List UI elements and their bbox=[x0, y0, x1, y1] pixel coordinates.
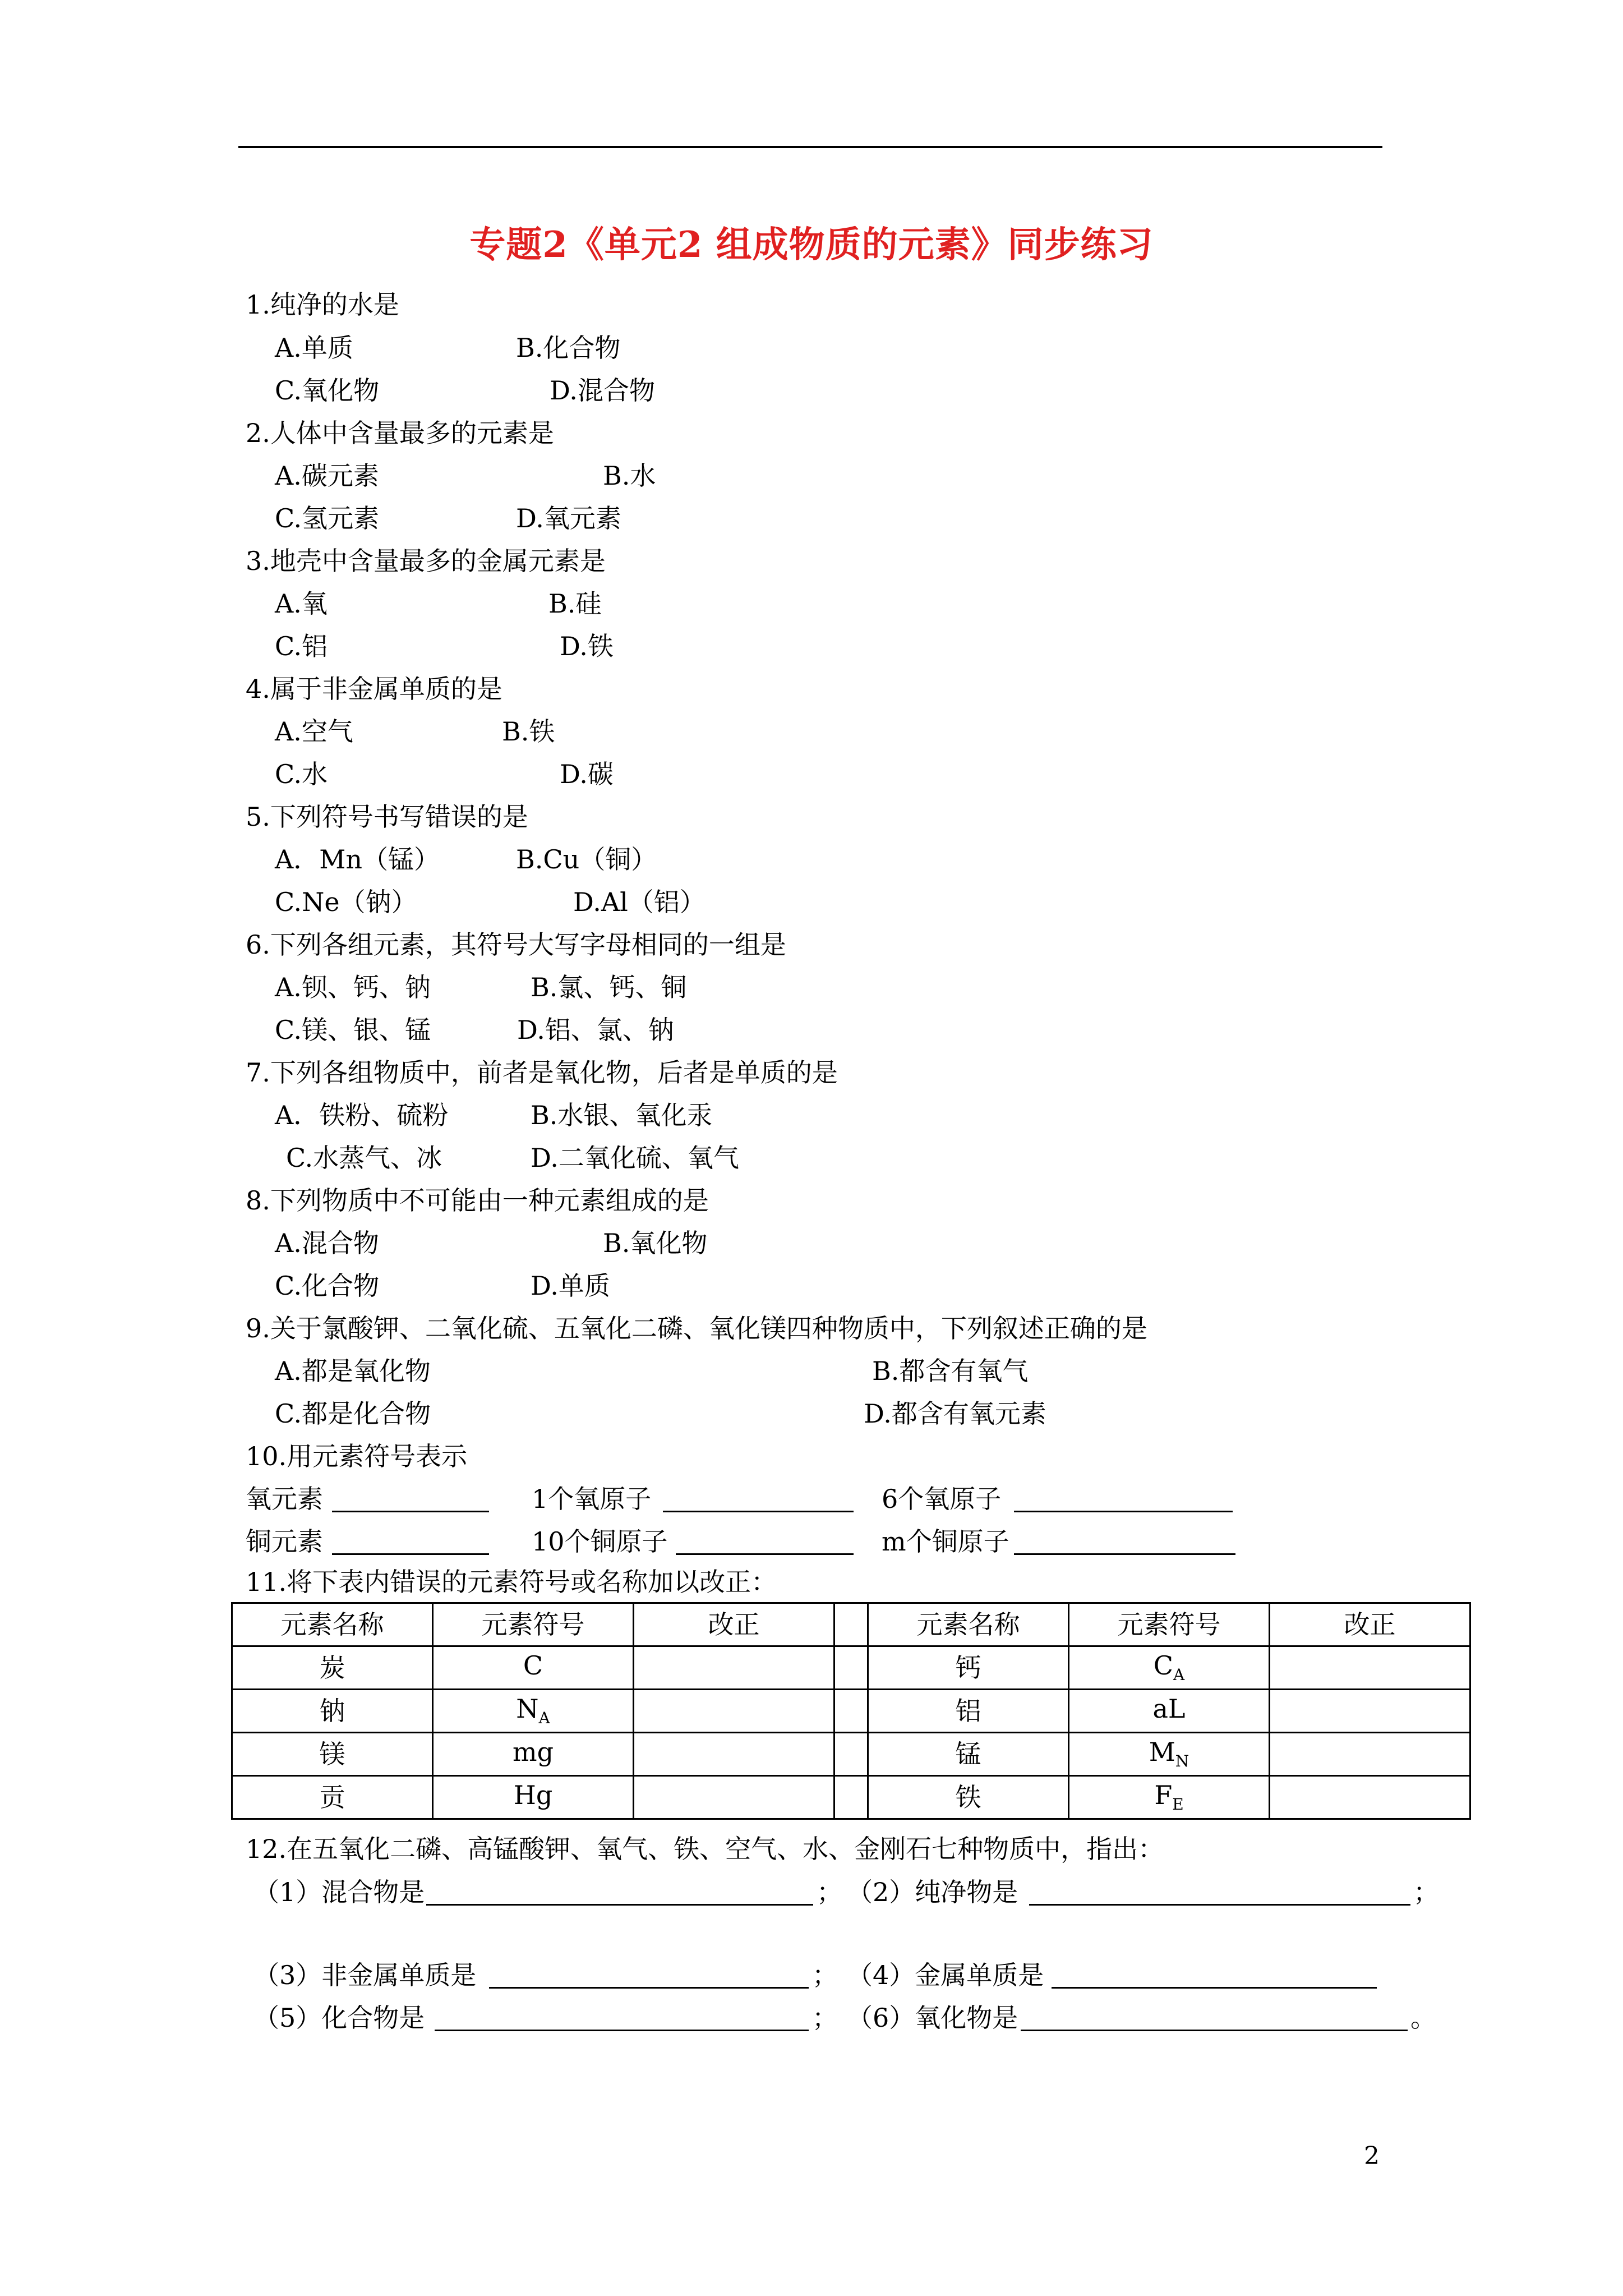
q12-nonmetal-element-label: （3）非金属单质是 bbox=[253, 1960, 477, 1990]
question-10-stem: 10.用元素符号表示 bbox=[246, 1441, 468, 1471]
q10-ten-copper-atoms-label: 10个铜原子 bbox=[532, 1526, 668, 1557]
question-5-option-b: B.Cu（铜） bbox=[516, 844, 657, 875]
element-name-cell: 炭 bbox=[232, 1646, 433, 1690]
q12-pure-substance-blank[interactable] bbox=[1029, 1878, 1410, 1906]
question-7-option-d: D.二氧化硫、氧气 bbox=[531, 1143, 739, 1173]
q12-compound-label: （5）化合物是 bbox=[253, 2003, 425, 2033]
question-1-option-a: A.单质 bbox=[275, 333, 353, 363]
correction-cell[interactable] bbox=[1270, 1776, 1470, 1819]
correction-cell[interactable] bbox=[634, 1733, 834, 1776]
q12-oxide-blank[interactable] bbox=[1021, 2004, 1408, 2031]
table-spacer bbox=[834, 1690, 868, 1733]
table-header-row bbox=[232, 1603, 1470, 1646]
question-5-option-c: C.Ne（钠） bbox=[275, 887, 417, 917]
q10-one-oxygen-atom-blank[interactable] bbox=[663, 1485, 854, 1512]
q12-oxide-label: （6）氧化物是 bbox=[847, 2003, 1018, 2033]
question-11-stem: 11.将下表内错误的元素符号或名称加以改正： bbox=[246, 1567, 777, 1597]
q10-copper-element-blank[interactable] bbox=[332, 1527, 489, 1555]
question-5-option-a: A．Mn（锰） bbox=[275, 844, 440, 875]
q12-period: 。 bbox=[1410, 2003, 1436, 2033]
header-element-name: 元素名称 bbox=[868, 1603, 1069, 1646]
element-symbol-cell: C bbox=[433, 1646, 634, 1690]
header-element-name: 元素名称 bbox=[232, 1603, 433, 1646]
question-1-option-b: B.化合物 bbox=[516, 333, 621, 363]
q10-six-oxygen-atoms-label: 6个氧原子 bbox=[882, 1484, 1002, 1514]
question-6-option-c: C.镁、银、锰 bbox=[275, 1015, 431, 1045]
q12-metal-element-blank[interactable] bbox=[1052, 1961, 1377, 1989]
question-6-option-a: A.钡、钙、钠 bbox=[275, 972, 431, 1002]
question-4-stem: 4.属于非金属单质的是 bbox=[246, 674, 502, 704]
element-symbol-cell: mg bbox=[433, 1733, 634, 1776]
question-6-stem: 6.下列各组元素，其符号大写字母相同的一组是 bbox=[246, 930, 786, 960]
question-2-option-a: A.碳元素 bbox=[275, 461, 379, 491]
question-9-option-b: B.都含有氧气 bbox=[872, 1356, 1029, 1386]
question-8-option-c: C.化合物 bbox=[275, 1271, 380, 1301]
header-correction: 改正 bbox=[1270, 1603, 1470, 1646]
question-4-option-a: A.空气 bbox=[275, 716, 353, 747]
table-spacer bbox=[834, 1776, 868, 1819]
element-name-cell: 铝 bbox=[868, 1690, 1069, 1733]
table-row bbox=[232, 1646, 1470, 1690]
table-spacer bbox=[834, 1733, 868, 1776]
element-correction-table bbox=[231, 1602, 1471, 1820]
element-symbol-cell: $C_A$ bbox=[1069, 1646, 1270, 1690]
page-title: 专题2《单元2 组成物质的元素》同步练习 bbox=[469, 224, 1154, 266]
q12-mixture-label: （1）混合物是 bbox=[253, 1877, 425, 1907]
question-3-option-c: C.铝 bbox=[275, 631, 328, 661]
question-1-option-d: D.混合物 bbox=[550, 375, 655, 406]
q10-ten-copper-atoms-blank[interactable] bbox=[676, 1527, 854, 1555]
q10-oxygen-element-label: 氧元素 bbox=[246, 1484, 323, 1514]
question-2-option-c: C.氢元素 bbox=[275, 503, 380, 533]
question-7-stem: 7.下列各组物质中，前者是氧化物，后者是单质的是 bbox=[246, 1057, 838, 1088]
question-2-option-d: D.氧元素 bbox=[516, 503, 621, 533]
question-2-stem: 2.人体中含量最多的元素是 bbox=[246, 418, 554, 448]
q12-pure-substance-label: （2）纯净物是 bbox=[847, 1877, 1018, 1907]
element-name-cell: 锰 bbox=[868, 1733, 1069, 1776]
question-1-stem: 1.纯净的水是 bbox=[246, 289, 399, 320]
q10-oxygen-element-blank[interactable] bbox=[332, 1485, 489, 1512]
question-3-option-b: B.硅 bbox=[548, 588, 602, 619]
question-8-option-b: B.氧化物 bbox=[603, 1228, 708, 1258]
q12-metal-element-label: （4）金属单质是 bbox=[847, 1960, 1044, 1990]
question-1-option-c: C.氧化物 bbox=[275, 375, 380, 406]
question-9-option-a: A.都是氧化物 bbox=[275, 1356, 431, 1386]
q10-m-copper-atoms-label: m个铜原子 bbox=[882, 1526, 1009, 1557]
element-symbol-cell: $N_A$ bbox=[433, 1690, 634, 1733]
question-6-option-d: D.铝、氯、钠 bbox=[517, 1015, 674, 1045]
element-symbol-cell: $F_E$ bbox=[1069, 1776, 1270, 1819]
correction-cell[interactable] bbox=[1270, 1733, 1470, 1776]
question-4-option-c: C.水 bbox=[275, 759, 328, 789]
question-3-stem: 3.地壳中含量最多的金属元素是 bbox=[246, 546, 606, 576]
question-7-option-c: C.水蒸气、冰 bbox=[286, 1143, 442, 1173]
q12-mixture-blank[interactable] bbox=[426, 1878, 813, 1906]
correction-cell[interactable] bbox=[634, 1776, 834, 1819]
element-name-cell: 贡 bbox=[232, 1776, 433, 1819]
question-9-stem: 9.关于氯酸钾、二氧化硫、五氧化二磷、氧化镁四种物质中，下列叙述正确的是 bbox=[246, 1313, 1147, 1343]
header-element-symbol: 元素符号 bbox=[433, 1603, 634, 1646]
table-spacer bbox=[834, 1603, 868, 1646]
question-5-option-d: D.Al（铝） bbox=[573, 887, 706, 917]
q12-semicolon: ； bbox=[817, 1877, 842, 1907]
element-symbol-cell: $M_N$ bbox=[1069, 1733, 1270, 1776]
element-name-cell: 镁 bbox=[232, 1733, 433, 1776]
question-6-option-b: B.氯、钙、铜 bbox=[531, 972, 687, 1002]
element-name-cell: 铁 bbox=[868, 1776, 1069, 1819]
header-rule bbox=[238, 146, 1382, 148]
q10-one-oxygen-atom-label: 1个氧原子 bbox=[532, 1484, 652, 1514]
q12-nonmetal-element-blank[interactable] bbox=[489, 1961, 809, 1989]
q12-semicolon: ； bbox=[1413, 1877, 1439, 1907]
q12-semicolon: ； bbox=[812, 2003, 838, 2033]
question-7-option-a: A．铁粉、硫粉 bbox=[275, 1100, 449, 1130]
q12-compound-blank[interactable] bbox=[435, 2004, 809, 2031]
element-symbol-cell: Hg bbox=[433, 1776, 634, 1819]
element-name-cell: 钠 bbox=[232, 1690, 433, 1733]
question-3-option-d: D.铁 bbox=[560, 631, 614, 661]
header-correction: 改正 bbox=[634, 1603, 834, 1646]
question-12-stem: 12.在五氧化二磷、高锰酸钾、氧气、铁、空气、水、金刚石七种物质中，指出： bbox=[246, 1834, 1164, 1864]
q10-m-copper-atoms-blank[interactable] bbox=[1014, 1527, 1235, 1555]
correction-cell[interactable] bbox=[1270, 1646, 1470, 1690]
question-8-option-d: D.单质 bbox=[531, 1271, 610, 1301]
q12-semicolon: ； bbox=[812, 1960, 838, 1990]
question-7-option-b: B.水银、氧化汞 bbox=[531, 1100, 713, 1130]
element-symbol-cell: aL bbox=[1069, 1690, 1270, 1733]
question-3-option-a: A.氧 bbox=[275, 588, 328, 619]
table-row bbox=[232, 1690, 1470, 1733]
question-5-stem: 5.下列符号书写错误的是 bbox=[246, 802, 528, 832]
page-number: 2 bbox=[1364, 2142, 1380, 2170]
table-row bbox=[232, 1733, 1470, 1776]
question-9-option-c: C.都是化合物 bbox=[275, 1398, 431, 1429]
question-4-option-d: D.碳 bbox=[560, 759, 614, 789]
question-2-option-b: B.水 bbox=[603, 461, 656, 491]
table-spacer bbox=[834, 1646, 868, 1690]
question-4-option-b: B.铁 bbox=[502, 716, 555, 747]
header-element-symbol: 元素符号 bbox=[1069, 1603, 1270, 1646]
q10-copper-element-label: 铜元素 bbox=[246, 1526, 323, 1557]
table-row bbox=[232, 1776, 1470, 1819]
q10-six-oxygen-atoms-blank[interactable] bbox=[1014, 1485, 1233, 1512]
question-8-stem: 8.下列物质中不可能由一种元素组成的是 bbox=[246, 1185, 709, 1216]
correction-cell[interactable] bbox=[634, 1646, 834, 1690]
correction-cell[interactable] bbox=[634, 1690, 834, 1733]
correction-cell[interactable] bbox=[1270, 1690, 1470, 1733]
element-name-cell: 钙 bbox=[868, 1646, 1069, 1690]
question-8-option-a: A.混合物 bbox=[275, 1228, 379, 1258]
question-9-option-d: D.都含有氧元素 bbox=[864, 1398, 1046, 1429]
